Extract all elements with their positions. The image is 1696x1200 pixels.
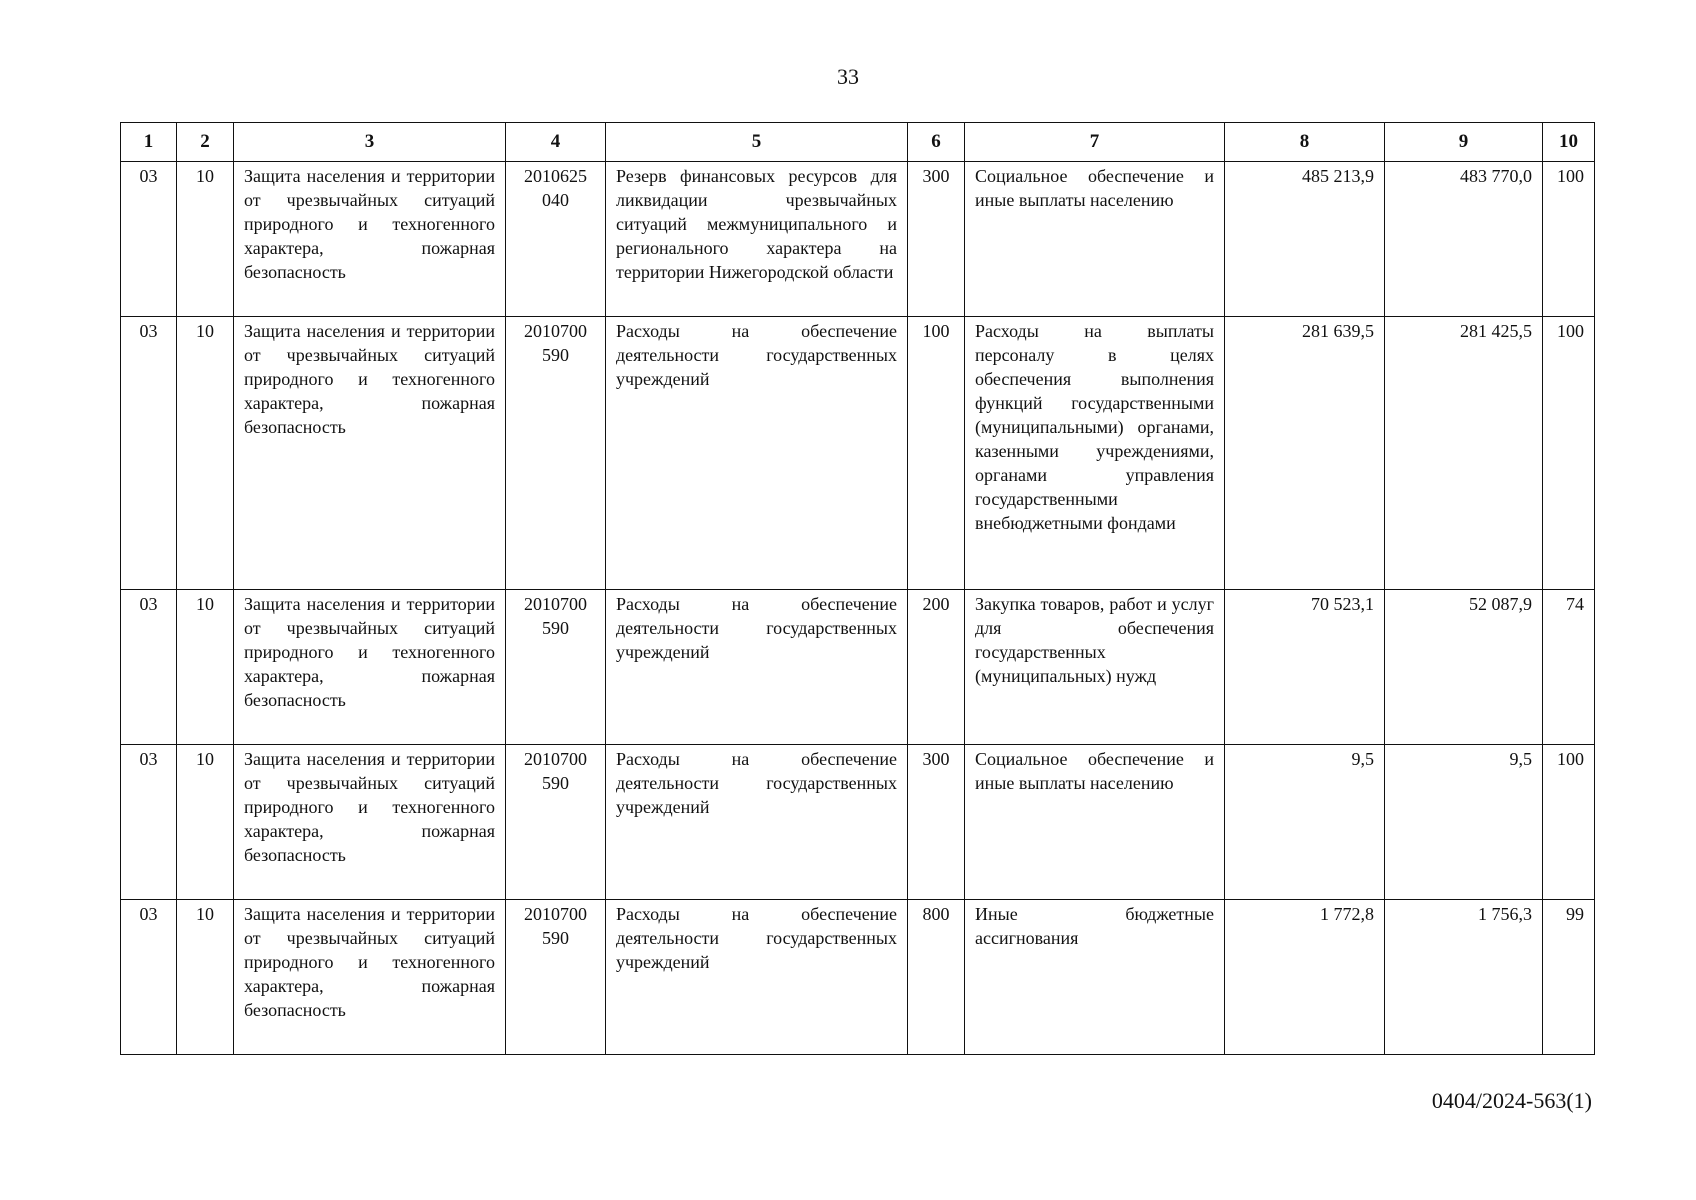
executed-amount: 1 756,3 [1385,900,1543,1055]
section-code: 03 [121,162,177,317]
execution-percent: 100 [1543,162,1595,317]
subsection-code: 10 [177,317,234,590]
planned-amount: 9,5 [1225,745,1385,900]
table-row [121,162,1595,317]
target-article-code-part1: 2010700 [524,321,587,341]
subsection-name: Защита населения и территории от чрезвычайных ситуаций природного и техногенного характера, пожарная безопасность [234,900,506,1055]
target-article-name: Расходы на обеспечение деятельности государственных учреждений [606,745,908,900]
section-code: 03 [121,745,177,900]
column-header: 1 [121,123,177,162]
section-code: 03 [121,590,177,745]
subsection-code: 10 [177,162,234,317]
target-article-code-part2: 590 [542,345,569,365]
column-header: 2 [177,123,234,162]
target-article-code-part1: 2010700 [524,594,587,614]
subsection-name: Защита населения и территории от чрезвычайных ситуаций природного и техногенного характера, пожарная безопасность [234,590,506,745]
target-article-code [506,590,606,745]
planned-amount: 1 772,8 [1225,900,1385,1055]
subsection-code: 10 [177,590,234,745]
table-row [121,317,1595,590]
execution-percent: 100 [1543,317,1595,590]
target-article-code-part1: 2010700 [524,749,587,769]
expense-type-name: Расходы на выплаты персоналу в целях обеспечения выполнения функций государственными (муниципальными) органами, казенными учреждениями, органами управления государственными внебюджетными фондами [965,317,1225,590]
subsection-code: 10 [177,745,234,900]
expense-type-name: Иные бюджетные ассигнования [965,900,1225,1055]
target-article-code-part2: 590 [542,928,569,948]
section-code: 03 [121,317,177,590]
target-article-code-part2: 590 [542,618,569,638]
planned-amount: 281 639,5 [1225,317,1385,590]
subsection-name: Защита населения и территории от чрезвычайных ситуаций природного и техногенного характера, пожарная безопасность [234,162,506,317]
target-article-name: Резерв финансовых ресурсов для ликвидации чрезвычайных ситуаций межмуниципального и регионального характера на территории Нижегородской области [606,162,908,317]
document-id: 0404/2024-563(1) [1431,1088,1592,1113]
expense-type-code: 800 [908,900,965,1055]
target-article-code [506,900,606,1055]
section-code: 03 [121,900,177,1055]
executed-amount: 281 425,5 [1385,317,1543,590]
subsection-name: Защита населения и территории от чрезвычайных ситуаций природного и техногенного характера, пожарная безопасность [234,317,506,590]
column-header: 8 [1225,123,1385,162]
execution-percent: 99 [1543,900,1595,1055]
expense-type-name: Социальное обеспечение и иные выплаты населению [965,162,1225,317]
planned-amount: 485 213,9 [1225,162,1385,317]
target-article-code-part1: 2010700 [524,904,587,924]
column-header: 9 [1385,123,1543,162]
column-header: 5 [606,123,908,162]
table-row [121,745,1595,900]
table-header-row [121,123,1595,162]
subsection-name: Защита населения и территории от чрезвычайных ситуаций природного и техногенного характера, пожарная безопасность [234,745,506,900]
target-article-code-part2: 040 [542,190,569,210]
target-article-code-part2: 590 [542,773,569,793]
expense-type-name: Закупка товаров, работ и услуг для обеспечения государственных (муниципальных) нужд [965,590,1225,745]
page-number: 33 [837,64,859,89]
planned-amount: 70 523,1 [1225,590,1385,745]
executed-amount: 483 770,0 [1385,162,1543,317]
column-header: 4 [506,123,606,162]
expense-type-code: 300 [908,745,965,900]
executed-amount: 52 087,9 [1385,590,1543,745]
expense-type-name: Социальное обеспечение и иные выплаты населению [965,745,1225,900]
execution-percent: 74 [1543,590,1595,745]
target-article-code-part1: 2010625 [524,166,587,186]
target-article-name: Расходы на обеспечение деятельности государственных учреждений [606,590,908,745]
executed-amount: 9,5 [1385,745,1543,900]
column-header: 6 [908,123,965,162]
column-header: 10 [1543,123,1595,162]
execution-percent: 100 [1543,745,1595,900]
subsection-code: 10 [177,900,234,1055]
budget-table [120,122,1595,1055]
column-header: 3 [234,123,506,162]
target-article-code [506,745,606,900]
expense-type-code: 100 [908,317,965,590]
target-article-name: Расходы на обеспечение деятельности государственных учреждений [606,900,908,1055]
expense-type-code: 300 [908,162,965,317]
target-article-code [506,317,606,590]
column-header: 7 [965,123,1225,162]
target-article-code [506,162,606,317]
table-row [121,590,1595,745]
expense-type-code: 200 [908,590,965,745]
target-article-name: Расходы на обеспечение деятельности государственных учреждений [606,317,908,590]
table-row [121,900,1595,1055]
